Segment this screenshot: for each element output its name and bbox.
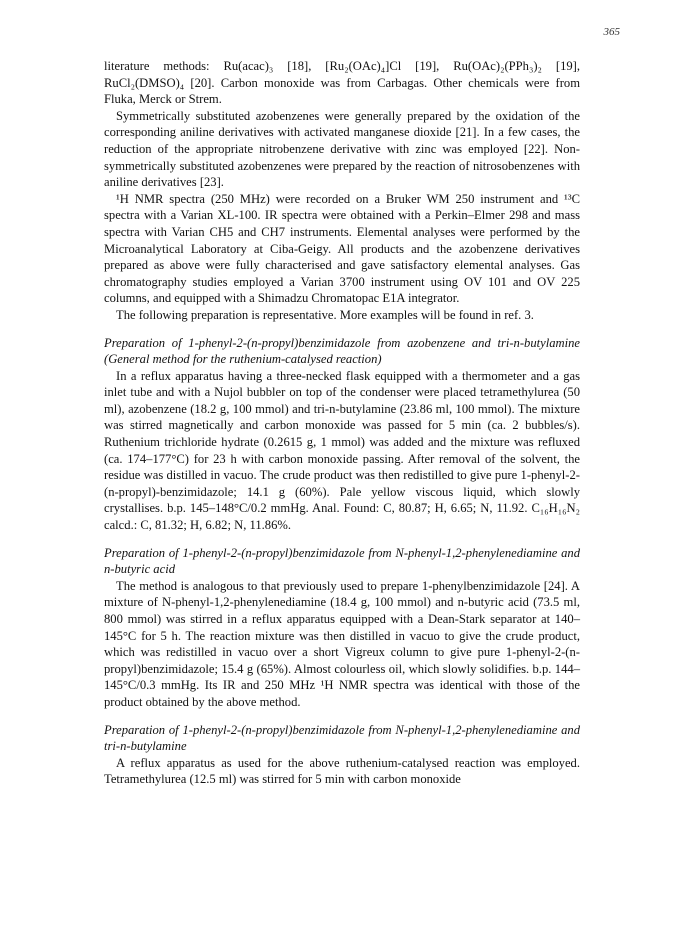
section-heading-3: Preparation of 1-phenyl-2-(n-propyl)benzimidazole from N-phenyl-1,2-phenylenediamine and tri-n-butylamine <box>104 722 580 754</box>
paragraph-instruments: ¹H NMR spectra (250 MHz) were recorded on a Bruker WM 250 instrument and ¹³C spectra with a Varian XL-100. IR spectra were obtained with a Perkin–Elmer 298 and mass spectra with Varian CH5 and CH7 instruments. Elemental analyses were performed by the Microanalytical Laboratory at Ciba-Geigy. All products and the azobenzene derivatives prepared as above were fully characterised and gave satisfactory elemental analyses. Gas chromatography studies employed a Varian 3700 instrument using OV 101 and OV 225 columns, and equipped with a Shimadzu Chromatopac E1A integrator. <box>104 191 580 306</box>
page-number: 365 <box>603 26 620 38</box>
paragraph-reagents: literature methods: Ru(acac)₃ [18], [Ru₂(OAc)₄]Cl [19], Ru(OAc)₂(PPh₃)₂ [19], RuCl₂(DMSO)₄ [20]. Carbon monoxide was from Carbagas. Other chemicals were from Fluka, Merck or Strem. <box>104 59 580 107</box>
paragraph-azobenzenes: Symmetrically substituted azobenzenes were generally prepared by the oxidation of the corresponding aniline derivatives with activated manganese dioxide [21]. In a few cases, the reduction of the appropriate nitrobenzene derivative with zinc was employed [22]. Non-symmetrically substituted azobenzenes were prepared by the reaction of nitrosobenzenes with aniline derivatives [23]. <box>104 108 580 190</box>
paragraph-procedure-1: In a reflux apparatus having a three-necked flask equipped with a thermometer and a gas inlet tube and with a Nujol bubbler on top of the condenser were placed tetramethylurea (50 ml), azobenzene (18.2 g, 100 mmol) and tri-n-butylamine (23.86 ml, 100 mmol). The mixture was stirred magnetically and carbon monoxide was passed for 5 min (ca. 2 bubbles/s). Ruthenium trichloride hydrate (0.2615 g, 1 mmol) was added and the mixture was refluxed (ca. 174–177°C) for 23 h with carbon monoxide passing. After removal of the solvent, the residue was distilled in vacuo. The crude product was then redistilled to give pure 1-phenyl-2-(n-propyl)-benzimidazole; 14.1 g (60%). Pale yellow viscous liquid, which slowly crystallises. b.p. 145–148°C/0.2 mmHg. Anal. Found: C, 80.87; H, 6.65; N, 11.92. C₁₆H₁₆N₂ calcd.: C, 81.32; H, 6.82; N, 11.86%. <box>104 368 580 533</box>
paragraph-procedure-2: The method is analogous to that previously used to prepare 1-phenylbenzimidazole [24]. A mixture of N-phenyl-1,2-phenylenediamine (18.4 g, 100 mmol) and n-butyric acid (73.5 ml, 800 mmol) was stirred in a reflux apparatus equipped with a Dean-Stark separator at 140–145°C for 5 h. The reaction mixture was then distilled in vacuo to give the crude product, which was redistilled in vacuo over a short Vigreux column to give pure 1-phenyl-2-(n-propyl)benzimidazole; 15.4 g (65%). Almost colourless oil, which slowly solidifies. b.p. 144–145°C/0.3 mmHg. Its IR and 250 MHz ¹H NMR spectra was identical with those of the product obtained by the above method. <box>104 578 580 709</box>
paragraph-procedure-3: A reflux apparatus as used for the above ruthenium-catalysed reaction was employed. Tetramethylurea (12.5 ml) was stirred for 5 min with carbon monoxide <box>104 755 580 787</box>
section-heading-1: Preparation of 1-phenyl-2-(n-propyl)benzimidazole from azobenzene and tri-n-butylamine (General method for the ruthenium-catalysed reaction) <box>104 335 580 367</box>
section-heading-2: Preparation of 1-phenyl-2-(n-propyl)benzimidazole from N-phenyl-1,2-phenylenediamine and n-butyric acid <box>104 545 580 577</box>
text-column <box>104 58 580 788</box>
paragraph-representative: The following preparation is representative. More examples will be found in ref. 3. <box>116 307 534 322</box>
